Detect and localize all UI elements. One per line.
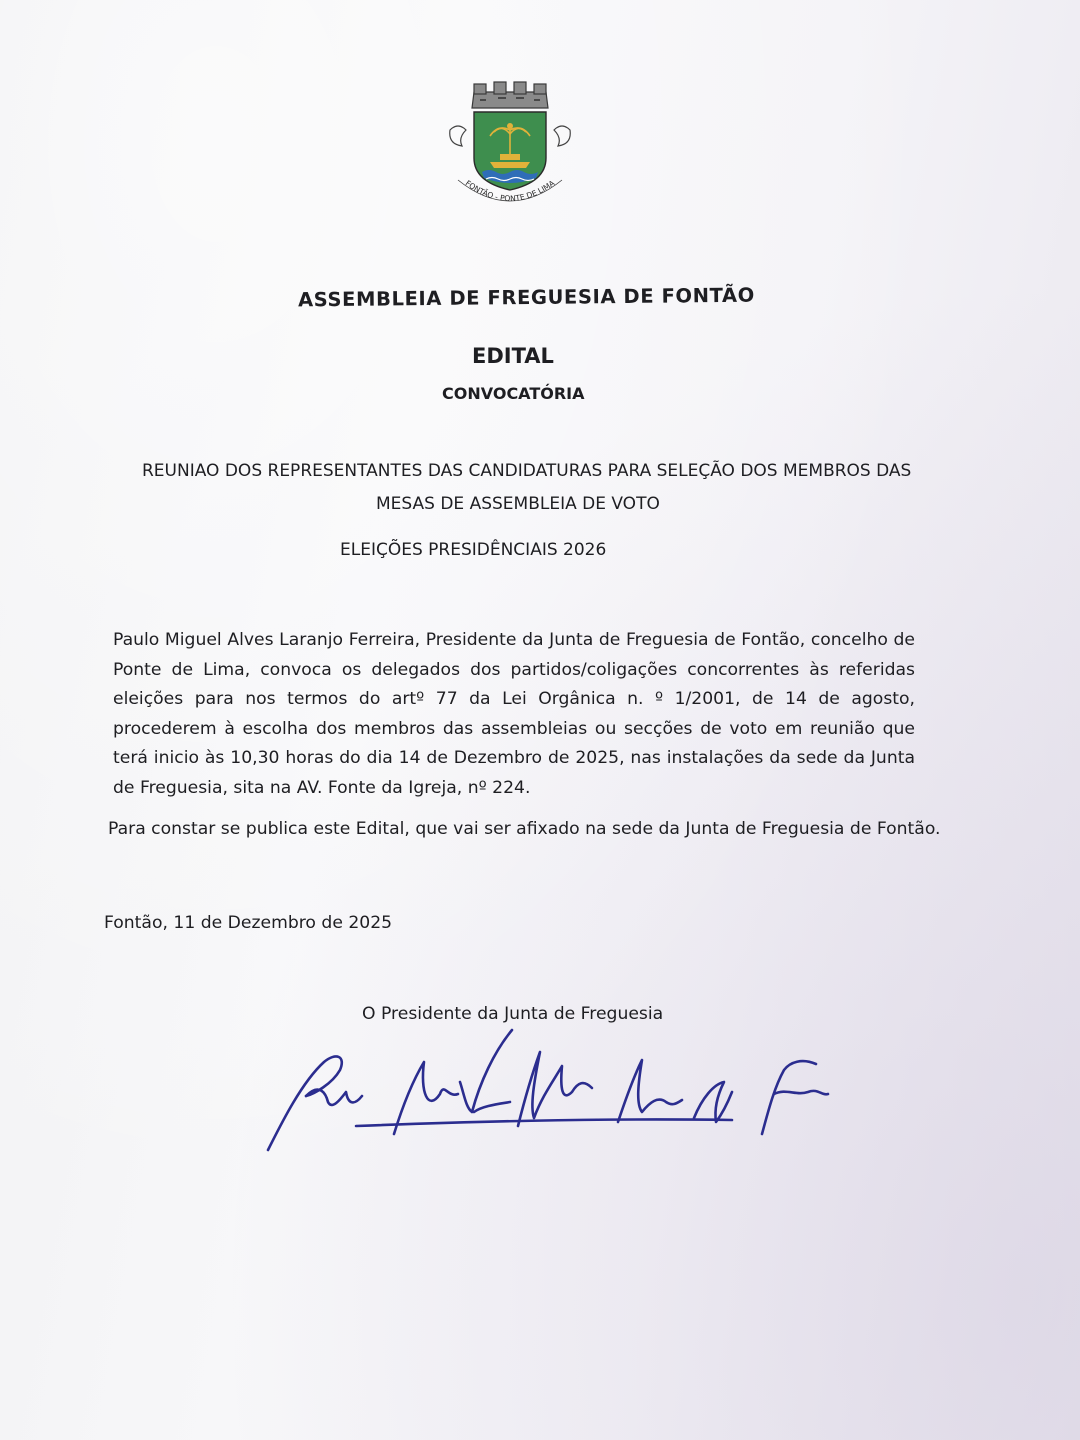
subject-line-2: MESAS DE ASSEMBLEIA DE VOTO [376, 494, 660, 514]
convocation-paragraph: Paulo Miguel Alves Laranjo Ferreira, Presidente da Junta de Freguesia de Fontão, concelho de Ponte de Lima, convoca os delegados dos partidos/coligações concorrentes às referidas eleições para nos termos do artº 77 da Lei Orgânica n. º 1/2001, de 14 de agosto, procederem à escolha dos membros das assembleias ou secções de voto em reunião que terá inicio às 10,30 horas do dia 14 de Dezembro de 2025, nas instalações da sede da Junta de Freguesia, sita na AV. Fonte da Igreja, nº 224. [113, 630, 915, 798]
mural-crown [472, 82, 548, 108]
document-date: Fontão, 11 de Dezembro de 2025 [104, 913, 393, 933]
election-name: ELEIÇÕES PRESIDÊNCIAIS 2026 [340, 540, 607, 560]
edital-heading: EDITAL [472, 344, 554, 368]
crest-motto: FONTÃO - PONTE DE LIMA [463, 178, 557, 204]
assembly-title: ASSEMBLEIA DE FREGUESIA DE FONTÃO [297, 283, 755, 312]
subject-line-1: REUNIAO DOS REPRESENTANTES DAS CANDIDATURAS PARA SELEÇÃO DOS MEMBROS DAS [142, 461, 912, 481]
coat-of-arms-logo [436, 78, 584, 214]
closing-paragraph: Para constar se publica este Edital, que vai ser afixado na sede da Junta de Freguesia de Fontão. [108, 819, 941, 839]
signatory-title: O Presidente da Junta de Freguesia [362, 1004, 664, 1024]
convocatoria-heading: CONVOCATÓRIA [442, 384, 585, 403]
handwritten-signature [262, 1022, 832, 1162]
